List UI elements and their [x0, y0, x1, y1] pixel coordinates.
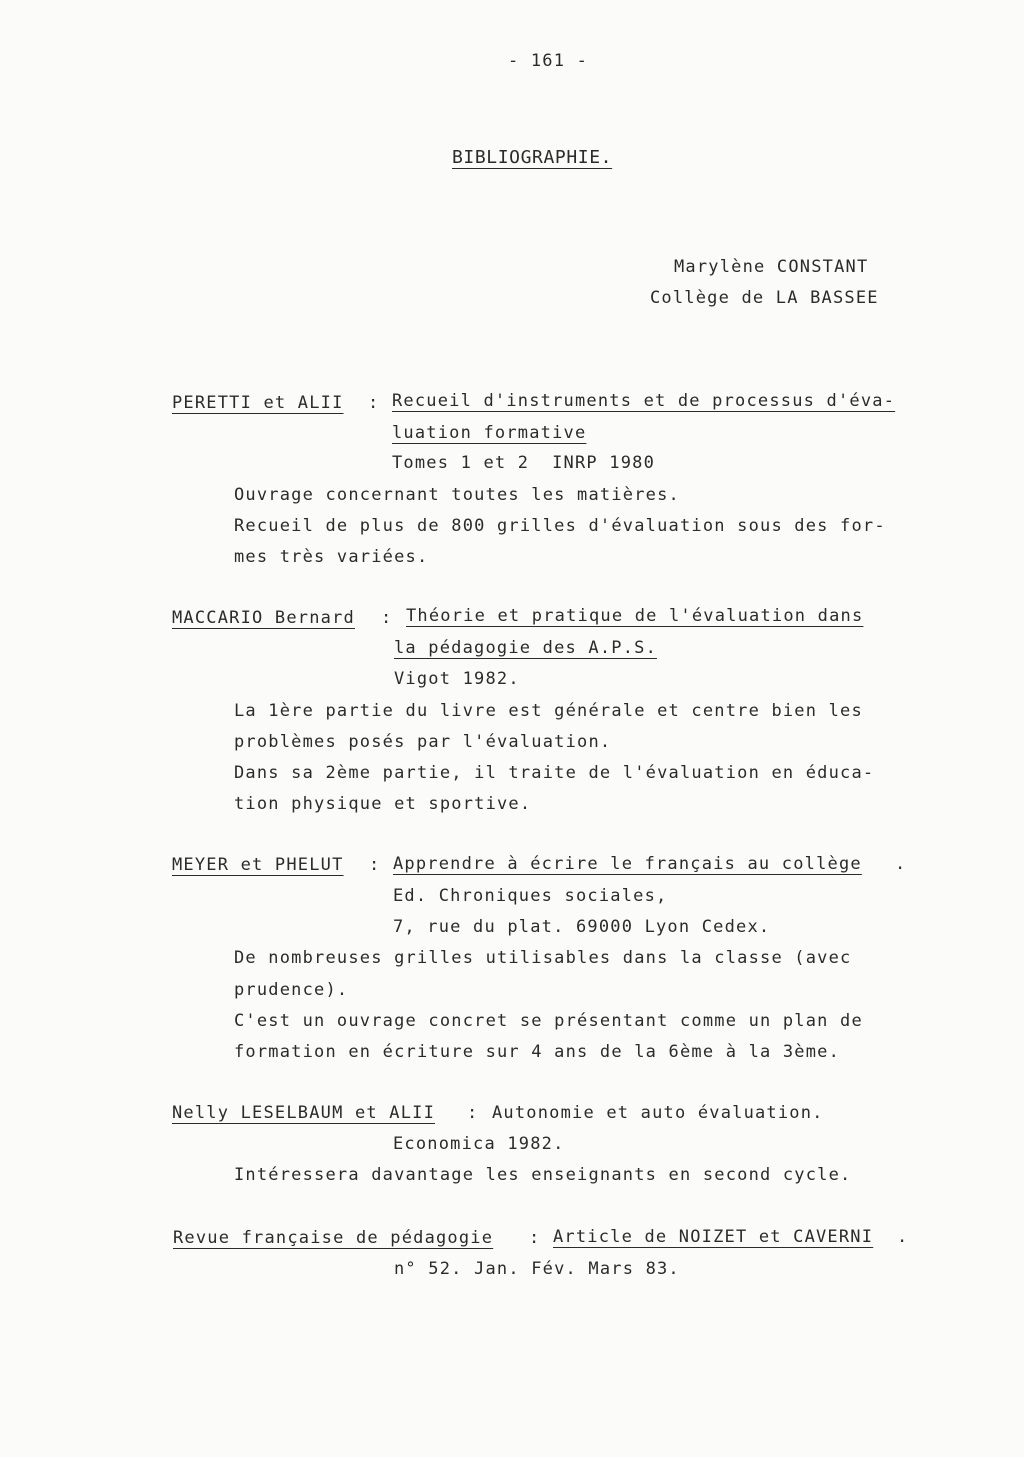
entry-title-line: Autonomie et auto évaluation. — [492, 1103, 824, 1123]
entry-note: C'est un ouvrage concret se présentant comme un plan de — [234, 1011, 863, 1031]
entry-publication: Ed. Chroniques sociales, — [393, 886, 668, 906]
entry-title-suffix: . — [897, 1227, 909, 1247]
entry-separator: : — [368, 393, 380, 413]
entry-author: PERETTI et ALII — [172, 393, 344, 413]
entry-author: MEYER et PHELUT — [172, 855, 344, 875]
entry-author: Revue française de pédagogie — [173, 1228, 494, 1248]
entry-publication: n° 52. Jan. Fév. Mars 83. — [394, 1259, 680, 1279]
entry-note: prudence). — [234, 980, 349, 1000]
entry-publication: 7, rue du plat. 69000 Lyon Cedex. — [393, 917, 771, 937]
entry-note: formation en écriture sur 4 ans de la 6ème à la 3ème. — [234, 1042, 841, 1062]
entry-note: De nombreuses grilles utilisables dans la classe (avec — [234, 948, 852, 968]
entry-author: MACCARIO Bernard — [172, 608, 355, 628]
entry-note: Dans sa 2ème partie, il traite de l'évaluation en éduca- — [234, 763, 875, 783]
entry-separator: : — [529, 1228, 541, 1248]
entry-note: La 1ère partie du livre est générale et centre bien les — [234, 701, 863, 721]
entry-title-line: la pédagogie des A.P.S. — [394, 638, 658, 658]
entry-title-suffix: . — [895, 854, 907, 874]
entry-title-line: Recueil d'instruments et de processus d'éva- — [392, 391, 896, 411]
entry-publication: Economica 1982. — [393, 1134, 565, 1154]
entry-note: Ouvrage concernant toutes les matières. — [234, 485, 680, 505]
entry-note: mes très variées. — [234, 547, 429, 567]
entry-title-line: Théorie et pratique de l'évaluation dans — [406, 606, 864, 626]
entry-title-line: Article de NOIZET et CAVERNI — [553, 1227, 874, 1247]
entry-note: tion physique et sportive. — [234, 794, 532, 814]
entry-separator: : — [381, 608, 393, 628]
page-number: - 161 - — [508, 51, 589, 71]
entry-separator: : — [467, 1103, 479, 1123]
entry-note: Intéressera davantage les enseignants en second cycle. — [234, 1165, 852, 1185]
entry-publication: Tomes 1 et 2 INRP 1980 — [392, 453, 656, 473]
entry-author: Nelly LESELBAUM et ALII — [172, 1103, 436, 1123]
page-title: BIBLIOGRAPHIE. — [452, 147, 613, 168]
entry-title-line: luation formative — [392, 423, 587, 443]
author-affiliation: Collège de LA BASSEE — [650, 288, 879, 308]
entry-note: problèmes posés par l'évaluation. — [234, 732, 612, 752]
author-name: Marylène CONSTANT — [674, 257, 869, 277]
entry-title-line: Apprendre à écrire le français au collège — [393, 854, 862, 874]
entry-publication: Vigot 1982. — [394, 669, 520, 689]
entry-note: Recueil de plus de 800 grilles d'évaluation sous des for- — [234, 516, 886, 536]
entry-separator: : — [369, 855, 381, 875]
